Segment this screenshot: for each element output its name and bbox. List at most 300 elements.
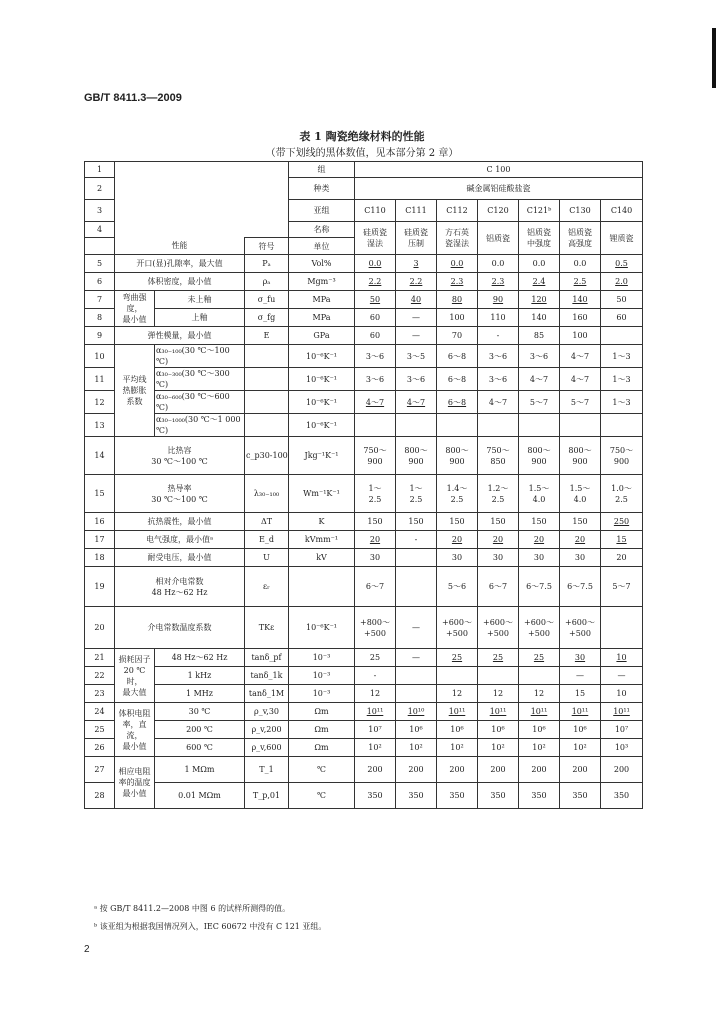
symbol-header: 符号 (245, 238, 289, 255)
table-row (85, 783, 643, 809)
table-row (85, 309, 643, 327)
table-row (85, 414, 643, 437)
group-label: 组 (289, 162, 355, 178)
unit: kV (289, 549, 355, 567)
value-cell: 100 (560, 327, 601, 345)
row-number: 6 (85, 273, 115, 291)
value-cell: — (396, 327, 437, 345)
value-cell: 150 (355, 513, 396, 531)
value-cell: 800～ 900 (560, 437, 601, 475)
material-name-1: 硅质瓷 压制 (396, 222, 437, 255)
value-cell: 85 (519, 327, 560, 345)
table-row (85, 739, 643, 757)
table-row (85, 291, 643, 309)
value-cell: 0.0 (478, 255, 519, 273)
value-cell (601, 607, 643, 649)
value-cell: 1.0～ 2.5 (601, 475, 643, 513)
subgroup-2: C112 (437, 200, 478, 222)
value-cell: 100 (437, 309, 478, 327)
unit: 10⁻⁶K⁻¹ (289, 607, 355, 649)
value-cell: 10² (396, 739, 437, 757)
value-cell: 5～7 (601, 567, 643, 607)
value-cell: 200 (437, 757, 478, 783)
value-cell: 2.2 (355, 273, 396, 291)
subgroup-3: C120 (478, 200, 519, 222)
row-number: 12 (85, 391, 115, 414)
value-cell: 350 (560, 783, 601, 809)
property-label: 600 ℃ (155, 739, 245, 757)
unit: ℃ (289, 783, 355, 809)
unit: kVmm⁻¹ (289, 531, 355, 549)
value-cell: 0.5 (601, 255, 643, 273)
value-cell: 0.0 (355, 255, 396, 273)
symbol: c_p30-100 (245, 437, 289, 475)
value-cell: 20 (519, 531, 560, 549)
value-cell: 150 (396, 513, 437, 531)
value-cell: 5～7 (560, 391, 601, 414)
value-cell: 10⁶ (437, 721, 478, 739)
symbol: ρₐ (245, 273, 289, 291)
value-cell: 25 (519, 649, 560, 667)
value-cell: 60 (601, 309, 643, 327)
value-cell: — (396, 309, 437, 327)
row-number: 22 (85, 667, 115, 685)
value-cell: 3～6 (519, 345, 560, 368)
symbol: ρ_v,30 (245, 703, 289, 721)
value-cell: 10 (601, 685, 643, 703)
unit (289, 567, 355, 607)
group-label-rho: 体积电阻 率，直流， 最小值 (115, 703, 155, 757)
value-cell: 10² (355, 739, 396, 757)
symbol (245, 368, 289, 391)
property-label: 0.01 MΩm (155, 783, 245, 809)
unit: 10⁻⁶K⁻¹ (289, 391, 355, 414)
row-number: 5 (85, 255, 115, 273)
value-cell: 350 (355, 783, 396, 809)
value-cell: 12 (355, 685, 396, 703)
group-label-tan: 损耗因子 20 ℃时， 最大值 (115, 649, 155, 703)
symbol: E (245, 327, 289, 345)
row-number: 14 (85, 437, 115, 475)
value-cell: 6～7.5 (519, 567, 560, 607)
value-cell: 15 (560, 685, 601, 703)
subgroup-5: C130 (560, 200, 601, 222)
material-name-4: 铝质瓷 中强度 (519, 222, 560, 255)
value-cell: 10⁶ (519, 721, 560, 739)
value-cell: 3～6 (355, 368, 396, 391)
value-cell: 350 (519, 783, 560, 809)
property-label: 介电常数温度系数 (115, 607, 245, 649)
symbol (245, 345, 289, 368)
row-number: 17 (85, 531, 115, 549)
value-cell: 1～3 (601, 391, 643, 414)
table-row (85, 667, 643, 685)
value-cell: 12 (437, 685, 478, 703)
table-row (85, 567, 643, 607)
value-cell: 10¹⁰ (396, 703, 437, 721)
row-number: 20 (85, 607, 115, 649)
table-row (85, 255, 643, 273)
unit: ℃ (289, 757, 355, 783)
table-row (85, 368, 643, 391)
symbol: εᵣ (245, 567, 289, 607)
value-cell: 10⁶ (478, 721, 519, 739)
symbol: ρ_v,200 (245, 721, 289, 739)
property-label: 比热容 30 ℃～100 ℃ (115, 437, 245, 475)
value-cell: 120 (519, 291, 560, 309)
value-cell: 150 (519, 513, 560, 531)
material-name-5: 铝质瓷 高强度 (560, 222, 601, 255)
value-cell (437, 667, 478, 685)
subgroup-1: C111 (396, 200, 437, 222)
value-cell: 6～7 (355, 567, 396, 607)
value-cell: 10² (519, 739, 560, 757)
value-cell: 25 (437, 649, 478, 667)
footnote-b: ᵇ 该亚组为根据我国情况列入，IEC 60672 中没有 C 121 亚组。 (94, 922, 327, 931)
property-label: 电气强度，最小值ᵃ (115, 531, 245, 549)
property-label: 1 kHz (155, 667, 245, 685)
value-cell: 1.5～ 4.0 (560, 475, 601, 513)
footnote-a: ᵃ 按 GB/T 8411.2—2008 中图 6 的试样所测得的值。 (94, 904, 291, 913)
value-cell: 750～ 850 (478, 437, 519, 475)
material-name-2: 方石英 瓷湿法 (437, 222, 478, 255)
value-cell: 2.0 (601, 273, 643, 291)
value-cell: 150 (437, 513, 478, 531)
table-row (85, 327, 643, 345)
value-cell: 1.5～ 4.0 (519, 475, 560, 513)
row-number: 15 (85, 475, 115, 513)
value-cell: 1～ 2.5 (355, 475, 396, 513)
value-cell: 6～7.5 (560, 567, 601, 607)
value-cell: 60 (355, 327, 396, 345)
value-cell: 20 (478, 531, 519, 549)
value-cell: 12 (478, 685, 519, 703)
value-cell: 6～7 (478, 567, 519, 607)
kind-label: 种类 (289, 178, 355, 200)
row-number: 16 (85, 513, 115, 531)
row-number: 27 (85, 757, 115, 783)
value-cell: 200 (560, 757, 601, 783)
symbol: ρ_v,600 (245, 739, 289, 757)
row-number: 9 (85, 327, 115, 345)
material-name-6: 锂质瓷 (601, 222, 643, 255)
table-row (85, 345, 643, 368)
unit: 10⁻⁶K⁻¹ (289, 345, 355, 368)
value-cell: 10 (601, 649, 643, 667)
unit-header: 单位 (289, 238, 355, 255)
property-label: 相对介电常数 48 Hz～62 Hz (115, 567, 245, 607)
value-cell: +600～ +500 (437, 607, 478, 649)
value-cell: 1.2～ 2.5 (478, 475, 519, 513)
symbol: σ_fg (245, 309, 289, 327)
value-cell: 0.0 (519, 255, 560, 273)
value-cell (560, 414, 601, 437)
value-cell: 750～ 900 (355, 437, 396, 475)
value-cell: 350 (437, 783, 478, 809)
property-label: 1 MHz (155, 685, 245, 703)
subgroup-label: 亚组 (289, 200, 355, 222)
value-cell (478, 667, 519, 685)
symbol: tanδ_pf (245, 649, 289, 667)
value-cell: 1～ 2.5 (396, 475, 437, 513)
kind-value: 碱金属铝硅酸盐瓷 (355, 178, 643, 200)
value-cell: 30 (437, 549, 478, 567)
subgroup-4: C121ᵇ (519, 200, 560, 222)
value-cell: 5～6 (437, 567, 478, 607)
value-cell: 140 (519, 309, 560, 327)
value-cell: 20 (355, 531, 396, 549)
property-label: α₃₀₋₃₀₀(30 ℃～300 ℃) (155, 368, 245, 391)
value-cell: 800～ 900 (396, 437, 437, 475)
value-cell: 0.0 (560, 255, 601, 273)
value-cell: - (478, 327, 519, 345)
table-row (85, 549, 643, 567)
value-cell: 4～7 (355, 391, 396, 414)
value-cell: 140 (560, 291, 601, 309)
table-row (85, 703, 643, 721)
value-cell: 4～7 (519, 368, 560, 391)
value-cell: 3 (396, 255, 437, 273)
table-row (85, 391, 643, 414)
unit: MPa (289, 309, 355, 327)
symbol (245, 391, 289, 414)
value-cell: 110 (478, 309, 519, 327)
table-row (85, 607, 643, 649)
property-label: 耐受电压，最小值 (115, 549, 245, 567)
value-cell: 30 (560, 649, 601, 667)
row-number: 13 (85, 414, 115, 437)
value-cell: 2.3 (478, 273, 519, 291)
value-cell: 10⁶ (560, 721, 601, 739)
value-cell: 4～7 (560, 368, 601, 391)
property-label: 体积密度，最小值 (115, 273, 245, 291)
value-cell: — (601, 667, 643, 685)
value-cell (601, 327, 643, 345)
group-label-flex: 弯曲强度， 最小值 (115, 291, 155, 327)
value-cell: 200 (478, 757, 519, 783)
subgroup-0: C110 (355, 200, 396, 222)
standard-number: GB/T 8411.3—2009 (84, 92, 182, 104)
unit: Ωm (289, 739, 355, 757)
value-cell: 80 (437, 291, 478, 309)
value-cell: 30 (355, 549, 396, 567)
property-label: 30 ℃ (155, 703, 245, 721)
value-cell: 250 (601, 513, 643, 531)
value-cell: 10¹¹ (478, 703, 519, 721)
value-cell (396, 667, 437, 685)
row-number: 2 (85, 178, 115, 200)
ceramic-properties-table (84, 161, 643, 809)
value-cell: 10¹¹ (519, 703, 560, 721)
material-name-0: 硅质瓷 湿法 (355, 222, 396, 255)
table-row (85, 513, 643, 531)
group-label-alpha: 平均线 热膨胀 系数 (115, 345, 155, 437)
table-row (85, 437, 643, 475)
property-label: α₃₀₋₁₀₀(30 ℃～100 ℃) (155, 345, 245, 368)
row-number: 21 (85, 649, 115, 667)
value-cell (437, 414, 478, 437)
value-cell: 3～6 (355, 345, 396, 368)
value-cell: +600～ +500 (519, 607, 560, 649)
value-cell: 200 (355, 757, 396, 783)
value-cell: 0.0 (437, 255, 478, 273)
value-cell: 4～7 (560, 345, 601, 368)
symbol: U (245, 549, 289, 567)
property-label: 弹性模量，最小值 (115, 327, 245, 345)
value-cell: 10⁷ (355, 721, 396, 739)
value-cell: 10³ (601, 739, 643, 757)
value-cell (396, 549, 437, 567)
table-row (85, 721, 643, 739)
symbol: tanδ_1k (245, 667, 289, 685)
value-cell: 6～8 (437, 345, 478, 368)
table-row (85, 531, 643, 549)
value-cell: 150 (560, 513, 601, 531)
property-label: 上釉 (155, 309, 245, 327)
page-edge-rule (712, 28, 716, 88)
value-cell: 10² (478, 739, 519, 757)
value-cell: 6～8 (437, 368, 478, 391)
value-cell: 10¹¹ (560, 703, 601, 721)
value-cell: 10² (560, 739, 601, 757)
value-cell: 1～3 (601, 368, 643, 391)
unit: Vol% (289, 255, 355, 273)
value-cell: 10¹¹ (601, 703, 643, 721)
value-cell (396, 685, 437, 703)
unit: Mgm⁻³ (289, 273, 355, 291)
unit: Ωm (289, 703, 355, 721)
value-cell (601, 414, 643, 437)
symbol: TKε (245, 607, 289, 649)
table-row (85, 649, 643, 667)
value-cell: 4～7 (396, 391, 437, 414)
row-number: 1 (85, 162, 115, 178)
value-cell: 5～7 (519, 391, 560, 414)
property-label: 热导率 30 ℃～100 ℃ (115, 475, 245, 513)
value-cell: — (396, 649, 437, 667)
value-cell: 1～3 (601, 345, 643, 368)
value-cell: - (355, 667, 396, 685)
property-label: 抗热震性，最小值 (115, 513, 245, 531)
row-number: 25 (85, 721, 115, 739)
value-cell: +600～ +500 (560, 607, 601, 649)
value-cell: 3～6 (478, 368, 519, 391)
symbol: Pₐ (245, 255, 289, 273)
value-cell: 200 (396, 757, 437, 783)
value-cell: 1.4～ 2.5 (437, 475, 478, 513)
value-cell: 50 (355, 291, 396, 309)
value-cell: 3～6 (478, 345, 519, 368)
symbol: ΔT (245, 513, 289, 531)
unit: 10⁻³ (289, 685, 355, 703)
value-cell: — (396, 607, 437, 649)
value-cell: 200 (519, 757, 560, 783)
property-label: α₃₀₋₁₀₀₀(30 ℃～1 000 ℃) (155, 414, 245, 437)
value-cell (355, 414, 396, 437)
page-number: 2 (84, 944, 90, 955)
subgroup-6: C140 (601, 200, 643, 222)
value-cell: 800～ 900 (519, 437, 560, 475)
group-value: C 100 (355, 162, 643, 178)
unit: Wm⁻¹K⁻¹ (289, 475, 355, 513)
row-number: 24 (85, 703, 115, 721)
unit: MPa (289, 291, 355, 309)
symbol: E_d (245, 531, 289, 549)
value-cell: 2.5 (560, 273, 601, 291)
header-blank (115, 162, 289, 238)
value-cell: 10⁷ (601, 721, 643, 739)
symbol (245, 414, 289, 437)
value-cell: - (396, 531, 437, 549)
value-cell: 20 (601, 549, 643, 567)
property-header: 性能 (115, 238, 245, 255)
value-cell: 30 (560, 549, 601, 567)
table-row (85, 685, 643, 703)
value-cell: 90 (478, 291, 519, 309)
value-cell: 200 (601, 757, 643, 783)
table-title: 表 1 陶瓷绝缘材料的性能 (299, 130, 425, 143)
property-label: 1 MΩm (155, 757, 245, 783)
value-cell: 3～5 (396, 345, 437, 368)
row-number: 10 (85, 345, 115, 368)
value-cell: 10¹¹ (355, 703, 396, 721)
row-number: 18 (85, 549, 115, 567)
row-number: 23 (85, 685, 115, 703)
row-number: 4 (85, 222, 115, 238)
value-cell: 160 (560, 309, 601, 327)
property-label: 未上釉 (155, 291, 245, 309)
row-number: 7 (85, 291, 115, 309)
row-number: 19 (85, 567, 115, 607)
value-cell: 2.2 (396, 273, 437, 291)
table-row (85, 273, 643, 291)
value-cell: — (560, 667, 601, 685)
property-label: 开口(显)孔隙率，最大值 (115, 255, 245, 273)
symbol: λ₃₀₋₁₀₀ (245, 475, 289, 513)
value-cell (396, 414, 437, 437)
unit: 10⁻³ (289, 667, 355, 685)
unit: Jkg⁻¹K⁻¹ (289, 437, 355, 475)
value-cell (519, 414, 560, 437)
value-cell: +800～ +500 (355, 607, 396, 649)
value-cell: 70 (437, 327, 478, 345)
value-cell: 4～7 (478, 391, 519, 414)
property-label: 48 Hz～62 Hz (155, 649, 245, 667)
property-label: α₃₀₋₆₀₀(30 ℃～600 ℃) (155, 391, 245, 414)
value-cell: 10¹¹ (437, 703, 478, 721)
table-subtitle: （带下划线的黑体数值，见本部分第 2 章） (265, 148, 459, 159)
row-number: 3 (85, 200, 115, 222)
value-cell: 150 (478, 513, 519, 531)
value-cell: 20 (560, 531, 601, 549)
group-label-temp: 相应电阻 率的温度 最小值 (115, 757, 155, 809)
table-row (85, 757, 643, 783)
value-cell: 2.4 (519, 273, 560, 291)
value-cell: 25 (355, 649, 396, 667)
value-cell: 800～ 900 (437, 437, 478, 475)
value-cell: 350 (601, 783, 643, 809)
value-cell: 350 (478, 783, 519, 809)
unit: GPa (289, 327, 355, 345)
symbol: tanδ_1M (245, 685, 289, 703)
row-number-blank (85, 238, 115, 255)
unit: 10⁻⁶K⁻¹ (289, 414, 355, 437)
value-cell: 10² (437, 739, 478, 757)
value-cell: 750～ 900 (601, 437, 643, 475)
row-number: 8 (85, 309, 115, 327)
value-cell: 25 (478, 649, 519, 667)
row-number: 11 (85, 368, 115, 391)
